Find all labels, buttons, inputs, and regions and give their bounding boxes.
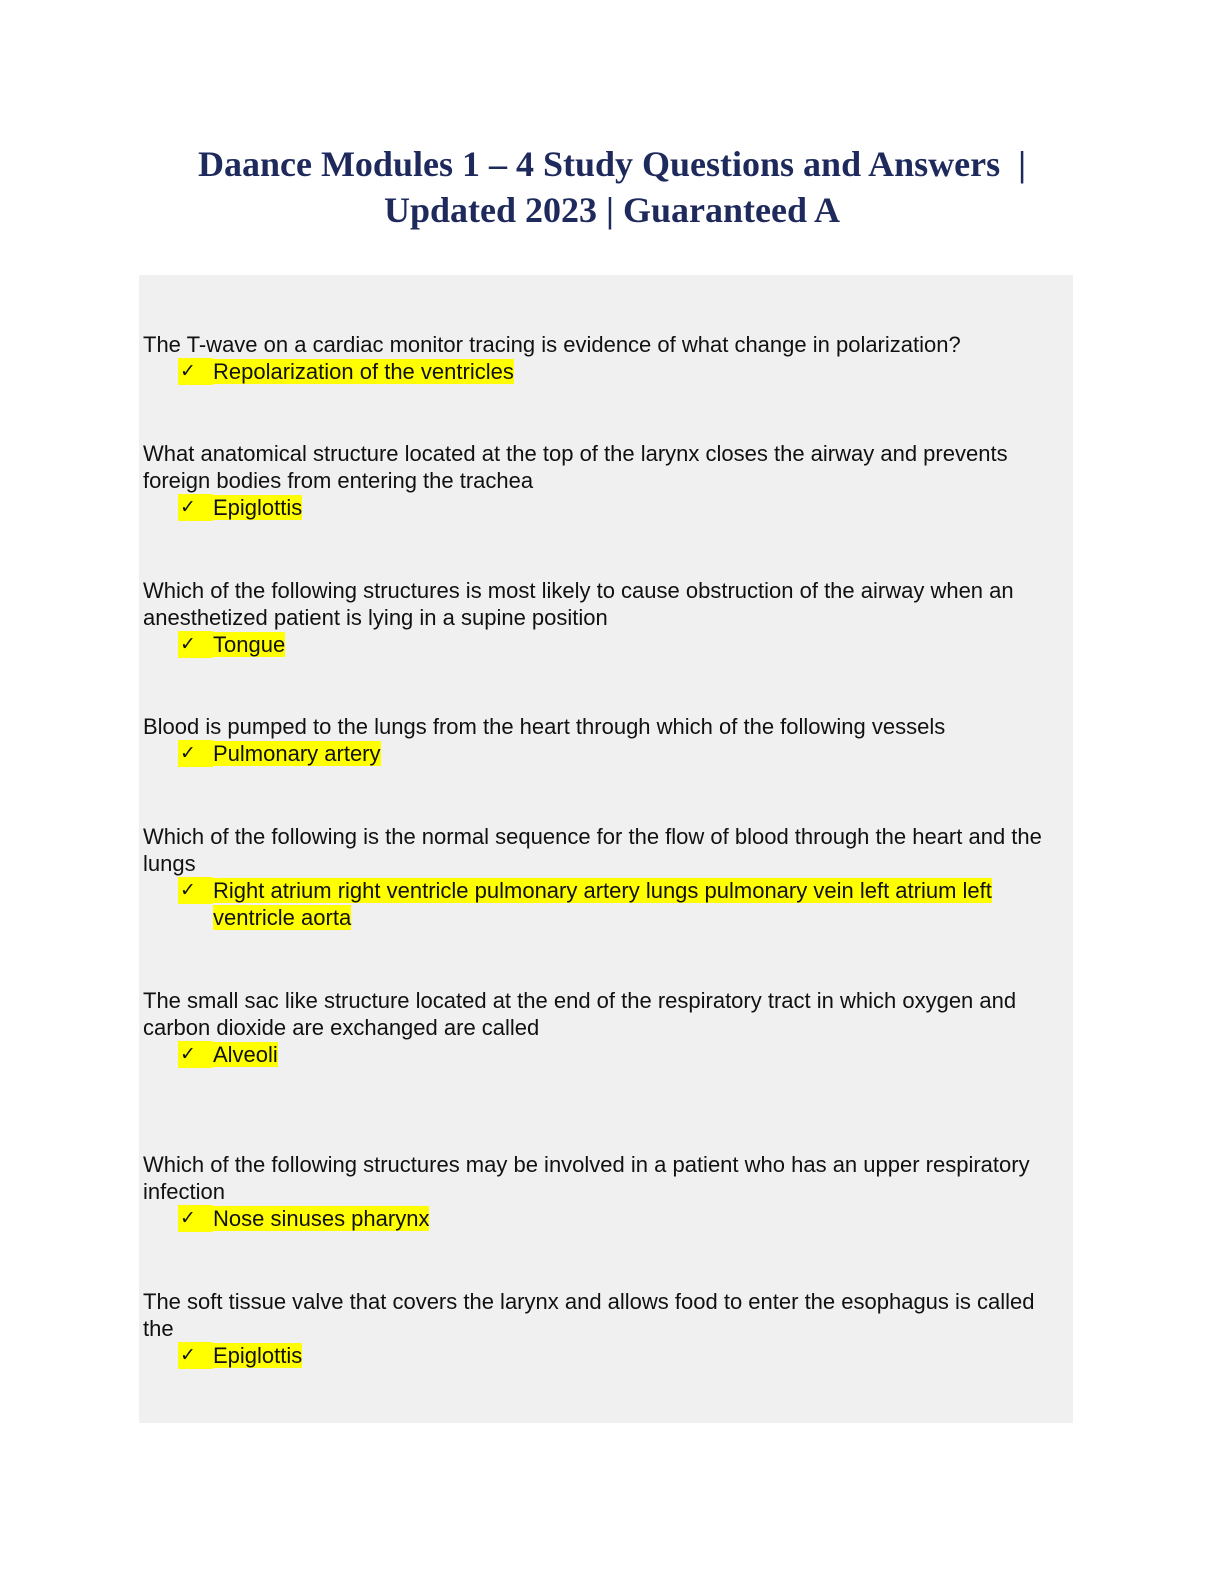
- qa-item: [143, 331, 1063, 385]
- question-text: Blood is pumped to the lungs from the heart through which of the following vessels: [143, 714, 946, 739]
- check-icon: ✓: [178, 631, 213, 658]
- page-title: [140, 141, 1084, 233]
- question-text: The T-wave on a cardiac monitor tracing is evidence of what change in polarization?: [143, 332, 961, 357]
- qa-item: [143, 823, 1063, 931]
- answer-text: Repolarization of the ventricles: [213, 359, 514, 384]
- answer-row: [178, 494, 1063, 521]
- question-text: Which of the following structures is most likely to cause obstruction of the airway when an anesthetized patient is lying in a supine position: [143, 578, 1014, 630]
- answer-row: [178, 877, 1063, 931]
- qa-item: [143, 1288, 1063, 1369]
- check-icon: ✓: [178, 358, 213, 385]
- check-icon: ✓: [178, 494, 213, 521]
- qa-item: [143, 1151, 1063, 1232]
- question-text: Which of the following structures may be involved in a patient who has an upper respiratory infection: [143, 1152, 1030, 1204]
- qa-item: [143, 987, 1063, 1068]
- question-text: What anatomical structure located at the top of the larynx closes the airway and prevents foreign bodies from entering the trachea: [143, 441, 1008, 493]
- title-line-1: Daance Modules 1 – 4 Study Questions and Answers |: [197, 144, 1027, 184]
- qa-item: [143, 440, 1063, 521]
- answer-text: Alveoli: [213, 1042, 278, 1067]
- check-icon: ✓: [178, 740, 213, 767]
- qa-item: [143, 713, 1063, 767]
- question-text: The soft tissue valve that covers the larynx and allows food to enter the esophagus is called the: [143, 1289, 1035, 1341]
- qa-item: [143, 577, 1063, 658]
- check-icon: ✓: [178, 1041, 213, 1068]
- answer-row: [178, 1205, 1063, 1232]
- answer-row: [178, 631, 1063, 658]
- answer-text: Epiglottis: [213, 495, 303, 520]
- answer-text: Right atrium right ventricle pulmonary artery lungs pulmonary vein left atrium left ventricle aorta: [213, 878, 992, 930]
- check-icon: ✓: [178, 1342, 213, 1369]
- question-text: The small sac like structure located at the end of the respiratory tract in which oxygen and carbon dioxide are exchanged are called: [143, 988, 1017, 1040]
- question-text: Which of the following is the normal sequence for the flow of blood through the heart and the lungs: [143, 824, 1042, 876]
- answer-row: [178, 1342, 1063, 1369]
- answer-row: [178, 740, 1063, 767]
- answer-row: [178, 358, 1063, 385]
- answer-text: Pulmonary artery: [213, 741, 381, 766]
- title-line-2: Updated 2023 | Guaranteed A: [384, 190, 840, 230]
- answer-text: Tongue: [213, 632, 286, 657]
- check-icon: ✓: [178, 1205, 213, 1232]
- answer-text: Epiglottis: [213, 1343, 303, 1368]
- check-icon: ✓: [178, 877, 213, 904]
- answer-row: [178, 1041, 1063, 1068]
- answer-text: Nose sinuses pharynx: [213, 1206, 430, 1231]
